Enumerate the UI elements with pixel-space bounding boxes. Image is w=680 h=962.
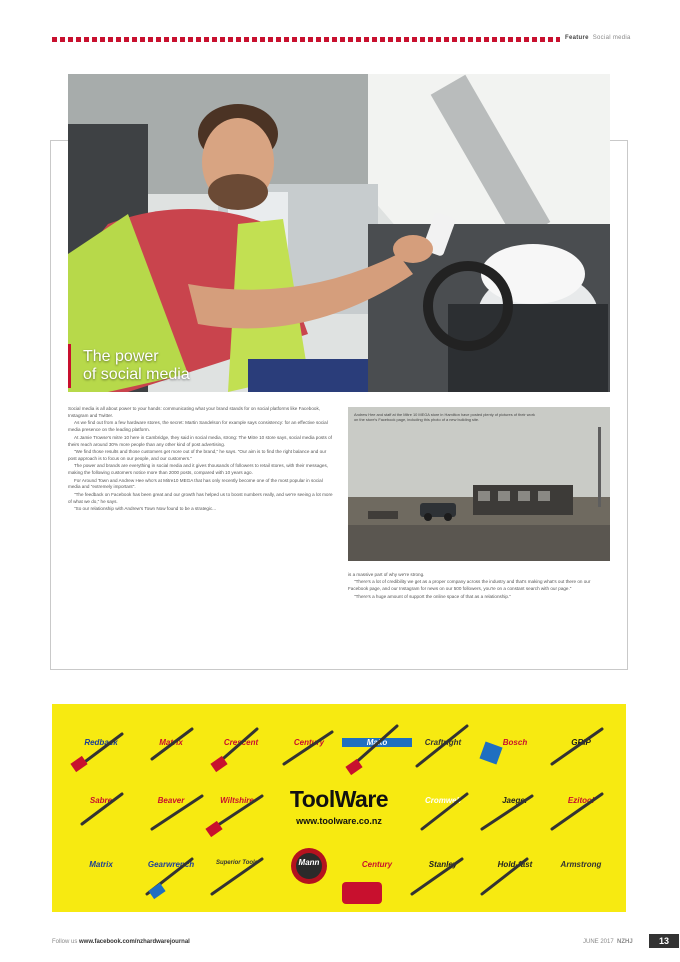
body-paragraph: Social media is all about power to your hands: communicating what your brand stands for on social platforms like Facebook, Instagram and Twitter. xyxy=(68,406,321,418)
brand-label: Hold-fast xyxy=(497,860,533,869)
article-body-right xyxy=(348,572,610,601)
footer-magazine: NZHJ xyxy=(617,939,633,945)
body-paragraph: "There's a lot of credibility we get as a proper company across the industry and that's making what's out there on our Facebook page, and our Instagram for news on our 500 followers, you're on a constant search with our page." xyxy=(348,579,591,592)
page-number: 13 xyxy=(649,934,679,948)
body-paragraph: At Jamie Trowse's mitre 10 here in Cambridge, they said in social media, strong: The Mitre 10 store says, social media posts of theirs reach around 30% more people than any other kind of post advertising. xyxy=(68,434,332,447)
title-line-2: of social media xyxy=(83,366,190,383)
footer-right xyxy=(583,939,633,945)
brand-label: Mann xyxy=(298,858,320,867)
brand-label: Beaver xyxy=(157,796,185,805)
body-paragraph: "There's a huge amount of support the online space of that as a relationship." xyxy=(354,593,511,599)
footer-left xyxy=(52,939,190,945)
photo-caption: Andrew Hee and staff at the Mitre 10 MEGA store in Hamilton have posted plenty of pictures of their work on the store's Facebook page, including this photo of a new building site. xyxy=(354,412,535,423)
brand-label: Superior Tools xyxy=(215,860,259,866)
brand-label: Crescent xyxy=(223,738,259,747)
brand-label: Matrix xyxy=(89,860,113,869)
body-paragraph: "So our relationship with Andrew's Town Now found to be a strategic... xyxy=(74,506,217,512)
article-title xyxy=(68,344,200,388)
brand-label: Armstrong xyxy=(560,860,602,869)
brand-label: Cromwell xyxy=(424,796,461,805)
footer-url-link[interactable]: www.facebook.com/nzhardwarejournal xyxy=(79,939,190,945)
brand-label: Craftright xyxy=(424,738,462,747)
section-label xyxy=(565,35,631,41)
brand-label: Century xyxy=(361,860,393,869)
brand-label: Ezitool xyxy=(567,796,595,805)
article-body-left xyxy=(68,406,334,514)
body-paragraph: For Around Town and Andrew Hee who's at Mitre10 MEGA that has only recently become one of the most popular in social media and "extremely important". xyxy=(68,477,323,490)
brand-label: Redback xyxy=(84,738,118,747)
brand-label: Gearwrench xyxy=(147,860,195,869)
building-site-photo xyxy=(348,407,610,561)
toolware-title: ToolWare xyxy=(289,786,389,812)
brand-label: Jaeger xyxy=(502,796,528,805)
body-paragraph: is a massive part of why we're strong. xyxy=(348,572,425,577)
footer-month: JUNE 2017 xyxy=(583,939,614,945)
site-illustration xyxy=(348,407,610,561)
top-stripe-bar xyxy=(52,37,560,42)
brand-label: Sabre xyxy=(89,796,113,805)
body-paragraph: "We find those results and those customers get more out of the brand," he says. "Our aim is to find the right balance and our post approach is to focus on our people, and our customers." xyxy=(68,448,327,461)
title-line-1: The power xyxy=(83,348,159,365)
brand-label: Mako xyxy=(342,738,412,747)
toolware-url[interactable]: www.toolware.co.nz xyxy=(296,816,382,826)
brand-label: Stanley xyxy=(428,860,458,869)
body-paragraph: As we find out from a few hardware stores, the secret: Martin Sandelson for example says consistency: for an effective social media presence on the leading platform. xyxy=(68,420,328,433)
brand-label: Matrix xyxy=(159,738,183,747)
toolware-advertisement[interactable] xyxy=(52,704,626,912)
section-label-sub: Social media xyxy=(592,35,631,41)
brand-label: GRIP xyxy=(571,738,591,747)
brand-label: Wiltshire xyxy=(220,796,254,805)
section-label-main: Feature xyxy=(565,35,589,41)
footer-label: Follow us xyxy=(52,939,78,945)
brand-label: Bosch xyxy=(502,738,528,747)
brand-label: Century xyxy=(293,738,325,747)
body-paragraph: "The feedback on Facebook has been great and our growth has helped us to boost numbers really, and we're seeing a lot more of what we do," he says. xyxy=(68,491,333,504)
body-paragraph: The power and brands are everything in social media and it gives thousands of followers to retail stores, with their messages, making the following customers notice more than 2000 posts, compared with 10 years ago. xyxy=(68,463,329,476)
tool-illustrations-icon xyxy=(52,704,626,912)
